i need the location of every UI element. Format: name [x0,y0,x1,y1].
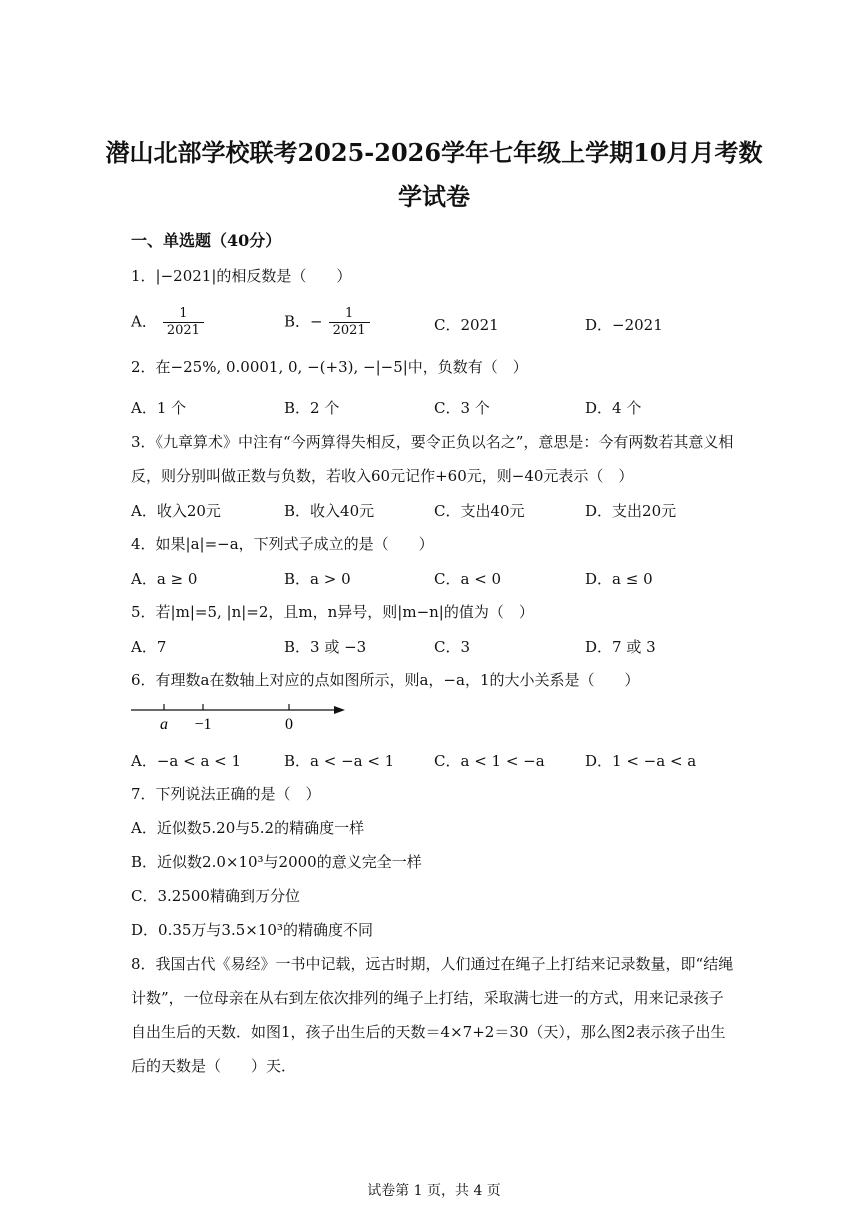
q1-option-b[interactable] [284,306,370,339]
q3-option-a[interactable]: A．收入20元 [131,502,221,520]
q1-option-b-label: B．− [284,312,323,331]
fraction-numerator: 1 [345,306,354,321]
arrow-right-icon [334,706,345,714]
q2-option-b[interactable]: B．2 个 [284,399,340,417]
question-5-stem: 5．若|m|=5, |n|=2，且m，n异号，则|m−n|的值为（ ） [131,603,534,621]
fraction-denominator: 2021 [329,322,370,339]
number-line-diagram [131,700,351,736]
q7-option-c[interactable]: C．3.2500精确到万分位 [131,887,300,905]
q5-option-c[interactable]: C．3 [434,638,471,656]
q1-option-a-fraction [163,306,204,339]
q2-option-c[interactable]: C．3 个 [434,399,490,417]
q1-option-d[interactable]: D．−2021 [585,316,663,334]
q4-option-a[interactable]: A．a ≥ 0 [131,570,198,588]
question-7-stem: 7．下列说法正确的是（ ） [131,785,321,803]
page-footer: 试卷第 1 页，共 4 页 [367,1183,501,1199]
numline-label-minus-1: −1 [194,716,212,733]
question-2-options [131,397,771,421]
q4-option-c[interactable]: C．a < 0 [434,570,502,588]
question-3-line-2: 反，则分别叫做正数与负数，若收入60元记作+60元，则−40元表示（ ） [131,467,634,485]
q4-option-b[interactable]: B．a > 0 [284,570,351,588]
q5-option-b[interactable]: B．3 或 −3 [284,638,367,656]
question-6-stem: 6．有理数a在数轴上对应的点如图所示，则a，−a，1的大小关系是（ ） [131,671,640,689]
q2-option-a[interactable]: A．1 个 [131,399,187,417]
q1-option-c[interactable]: C．2021 [434,316,499,334]
question-5-options [131,636,771,660]
question-1-options [131,306,771,338]
q5-option-a[interactable]: A．7 [131,638,167,656]
question-3-options [131,500,771,524]
question-1-stem: 1．|−2021|的相反数是（ ） [131,267,352,285]
question-8-line-1: 8．我国古代《易经》一书中记载，远古时期，人们通过在绳子上打结来记录数量，即“结绳 [131,955,734,973]
q7-option-a[interactable]: A．近似数5.20与5.2的精确度一样 [131,819,365,837]
q2-option-d[interactable]: D．4 个 [585,399,642,417]
numline-label-a: a [160,716,168,733]
q6-option-d[interactable]: D．1 < −a < a [585,752,697,770]
question-6-options [131,750,771,774]
q4-option-d[interactable]: D．a ≤ 0 [585,570,653,588]
question-8-line-3: 自出生后的天数．如图1，孩子出生后的天数＝4×7+2＝30（天），那么图2表示孩子出生 [131,1023,726,1041]
q1-option-a-label: A． [131,312,157,331]
q1-option-a[interactable] [131,306,204,339]
q3-option-c[interactable]: C．支出40元 [434,502,525,520]
section-heading-single-choice: 一、单选题（40分） [131,231,282,250]
fraction-denominator: 2021 [163,322,204,339]
exam-title-line2: 学试卷 [398,182,470,211]
question-8-line-2: 计数”，一位母亲在从右到左依次排列的绳子上打结，采取满七进一的方式，用来记录孩子 [131,989,724,1007]
q6-option-c[interactable]: C．a < 1 < −a [434,752,545,770]
question-3-line-1: 3．《九章算术》中注有“今两算得失相反，要令正负以名之”，意思是：今有两数若其意义相 [131,433,734,451]
q1-option-b-fraction [329,306,370,339]
question-2-stem: 2．在−25%, 0.0001, 0, −(+3), −|−5|中，负数有（ ） [131,358,528,376]
fraction-numerator: 1 [179,306,188,321]
exam-title-line1: 潜山北部学校联考2025-2026学年七年级上学期10月月考数 [105,138,763,167]
q7-option-b[interactable]: B．近似数2.0×10³与2000的意义完全一样 [131,853,422,871]
question-8-line-4: 后的天数是（ ）天． [131,1057,297,1075]
q6-option-a[interactable]: A．−a < a < 1 [131,752,242,770]
numline-label-0: 0 [285,716,293,733]
question-4-options [131,568,771,592]
q5-option-d[interactable]: D．7 或 3 [585,638,656,656]
question-4-stem: 4．如果|a|=−a，下列式子成立的是（ ） [131,535,434,553]
q3-option-b[interactable]: B．收入40元 [284,502,375,520]
q3-option-d[interactable]: D．支出20元 [585,502,677,520]
q6-option-b[interactable]: B．a < −a < 1 [284,752,395,770]
q7-option-d[interactable]: D．0.35万与3.5×10³的精确度不同 [131,921,373,939]
